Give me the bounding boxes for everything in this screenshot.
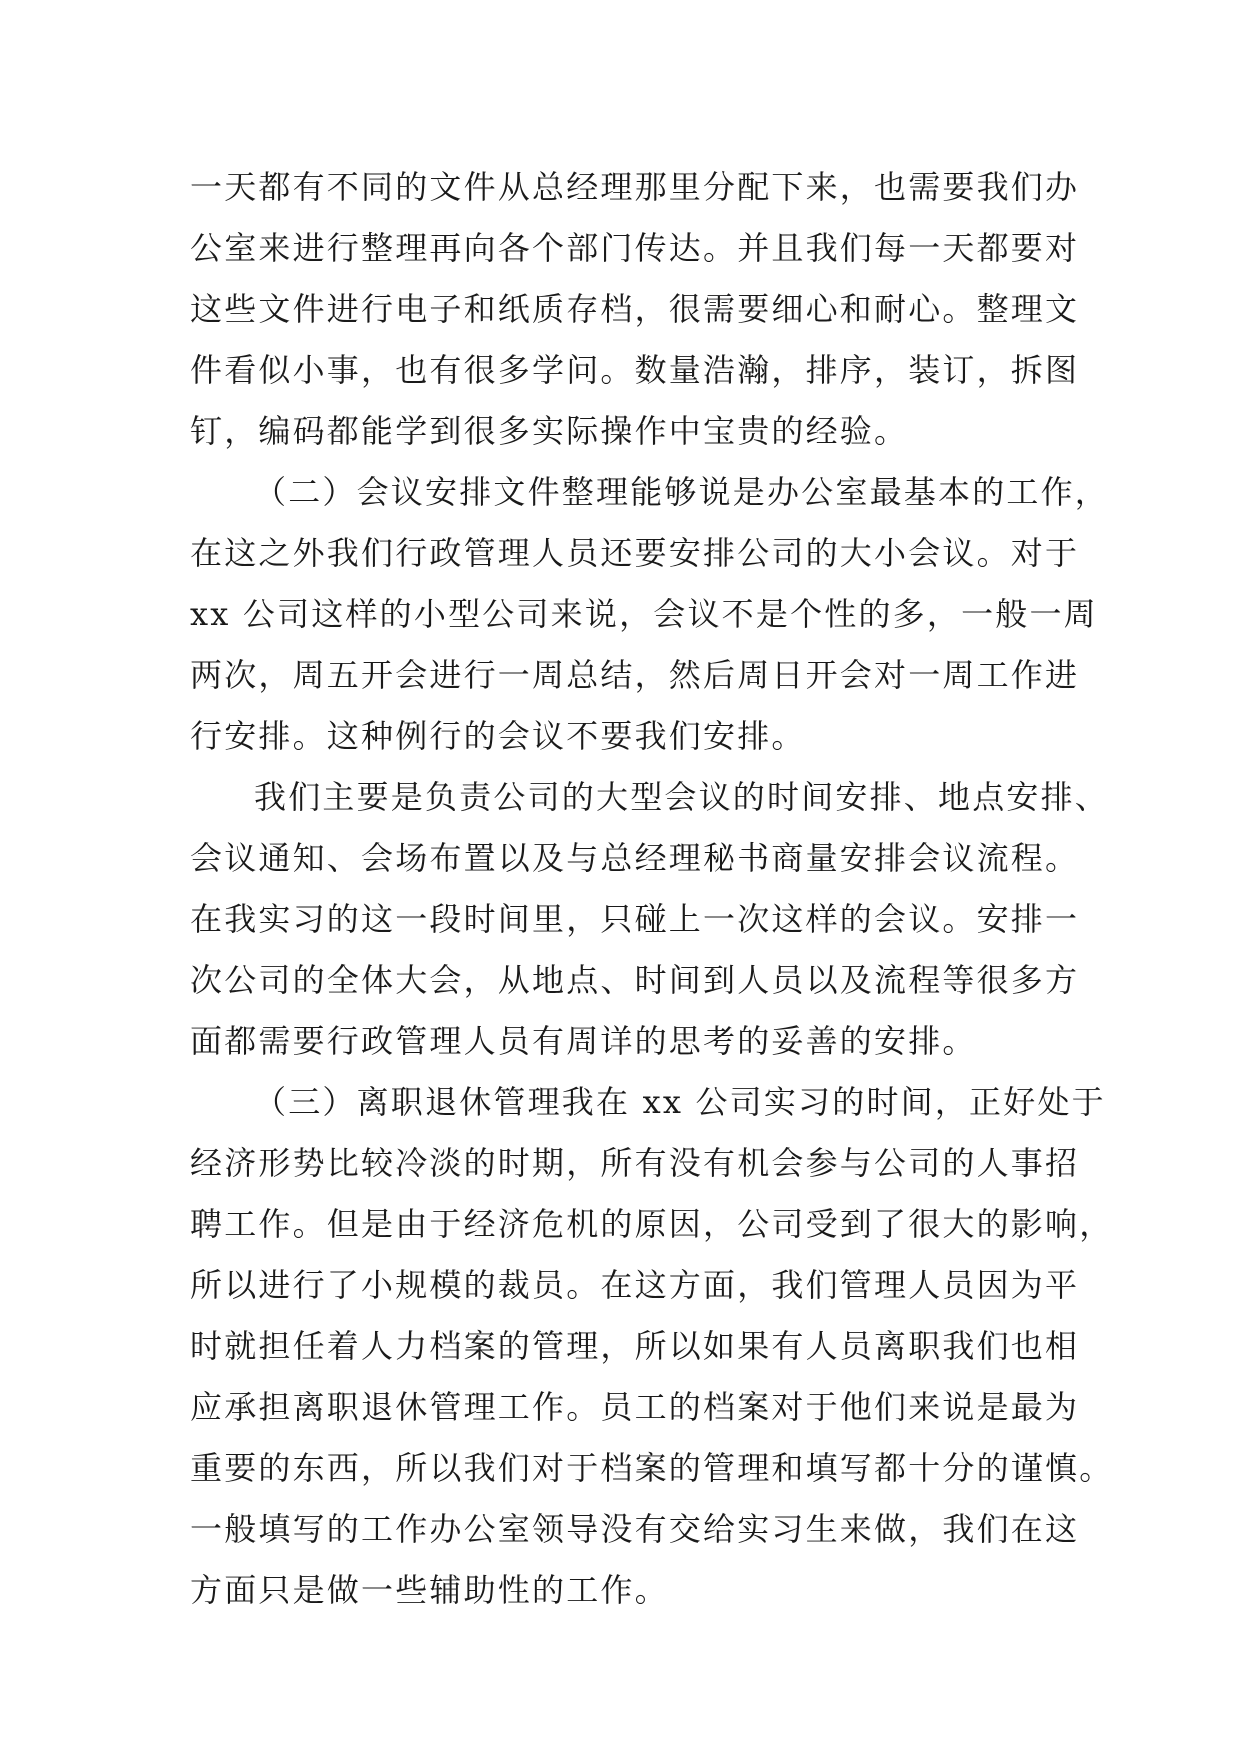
text-line: 钉，编码都能学到很多实际操作中宝贵的经验。: [190, 412, 909, 450]
text-line: 在这之外我们行政管理人员还要安排公司的大小会议。对于: [190, 534, 1080, 572]
text-line: 面都需要行政管理人员有周详的思考的妥善的安排。: [190, 1022, 977, 1060]
text-line: xx 公司这样的小型公司来说，会议不是个性的多，一般一周: [190, 595, 1098, 633]
text-line: 件看似小事，也有很多学问。数量浩瀚，排序，装订，拆图: [190, 351, 1080, 389]
text-line: 公室来进行整理再向各个部门传达。并且我们每一天都要对: [190, 229, 1080, 267]
text-line: 所以进行了小规模的裁员。在这方面，我们管理人员因为平: [190, 1266, 1080, 1304]
text-line: 经济形势比较冷淡的时期，所有没有机会参与公司的人事招: [190, 1144, 1080, 1182]
text-line: 应承担离职退休管理工作。员工的档案对于他们来说是最为: [190, 1388, 1080, 1426]
text-line: 一般填写的工作办公室领导没有交给实习生来做，我们在这: [190, 1510, 1080, 1548]
text-line: 会议通知、会场布置以及与总经理秘书商量安排会议流程。: [190, 839, 1080, 877]
text-line: 两次，周五开会进行一周总结，然后周日开会对一周工作进: [190, 656, 1080, 694]
section-heading-line: （二）会议安排文件整理能够说是办公室最基本的工作，: [254, 473, 1110, 511]
text-line: 重要的东西，所以我们对于档案的管理和填写都十分的谨慎。: [190, 1449, 1114, 1487]
paragraph-start-line: 我们主要是负责公司的大型会议的时间安排、地点安排、: [254, 778, 1110, 816]
text-line: 在我实习的这一段时间里，只碰上一次这样的会议。安排一: [190, 900, 1080, 938]
text-line: 行安排。这种例行的会议不要我们安排。: [190, 717, 806, 755]
text-line: 次公司的全体大会，从地点、时间到人员以及流程等很多方: [190, 961, 1080, 999]
text-line: 聘工作。但是由于经济危机的原因，公司受到了很大的影响，: [190, 1205, 1114, 1243]
text-line: 这些文件进行电子和纸质存档，很需要细心和耐心。整理文: [190, 290, 1080, 328]
text-line: 方面只是做一些辅助性的工作。: [190, 1571, 669, 1609]
section-heading-line: （三）离职退休管理我在 xx 公司实习的时间，正好处于: [254, 1083, 1106, 1121]
text-line: 时就担任着人力档案的管理，所以如果有人员离职我们也相: [190, 1327, 1080, 1365]
text-line: 一天都有不同的文件从总经理那里分配下来，也需要我们办: [190, 168, 1080, 206]
document-body: [190, 157, 1114, 1621]
